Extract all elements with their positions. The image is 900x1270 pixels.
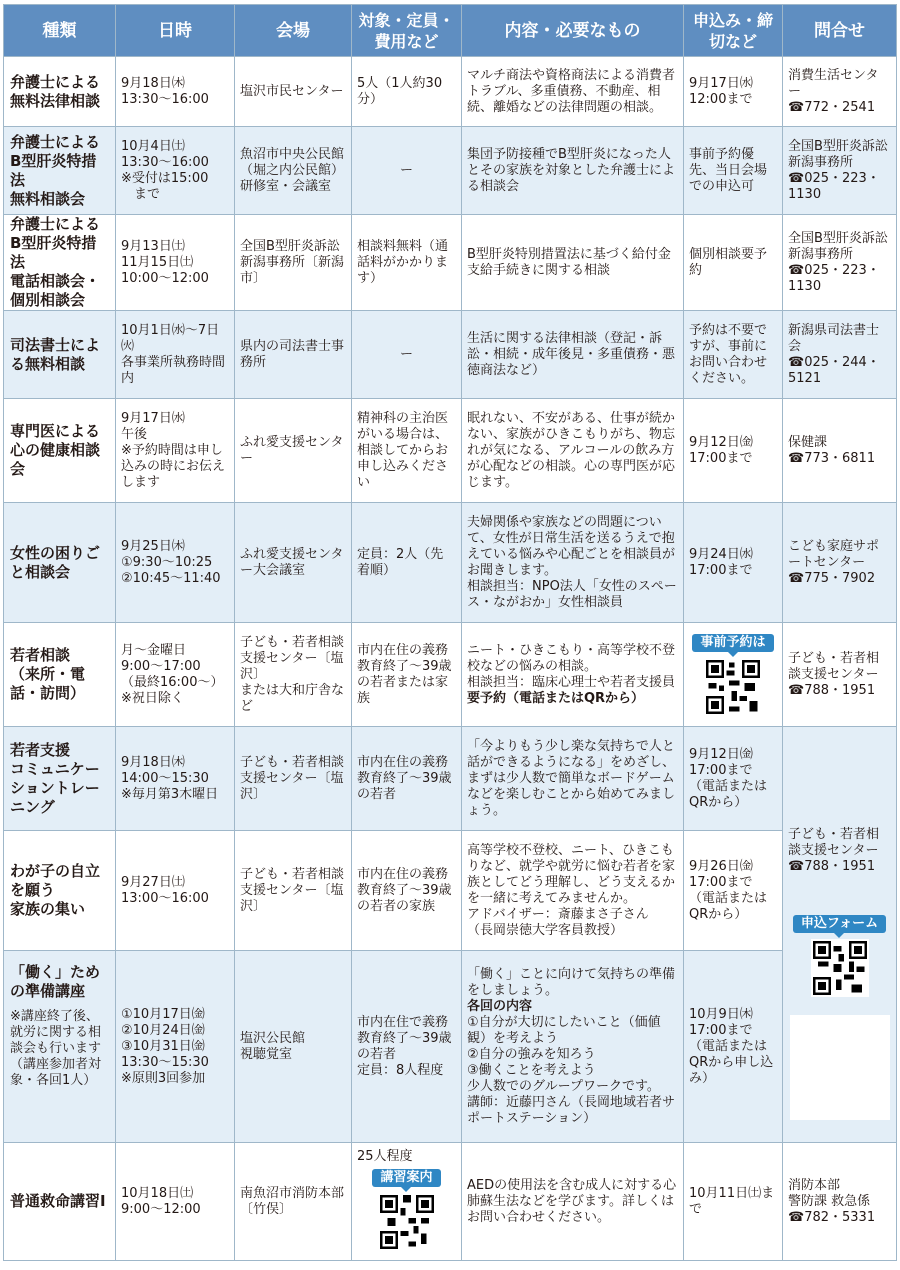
cell-kind: 弁護士による無料法律相談 — [4, 57, 116, 127]
cell-content: 高等学校不登校、ニート、ひきこもりなど、就学や就労に悩む若者を家族としてどう理解し、どう支えるかを一緒に考えてみませんか。 アドバイザー：斎藤まさ子さん （長岡崇徳大学客員教授） — [462, 831, 684, 951]
cell-kind: 専門医による心の健康相談会 — [4, 399, 116, 503]
blank-box — [790, 1015, 890, 1120]
header-apply: 申込み・締切など — [684, 5, 783, 57]
cell-datetime: 9月13日㈯ 11月15日㈯ 10:00〜12:00 — [116, 215, 235, 311]
contact-text: 全国B型肝炎訴訟新潟事務所 ☎ 025・223・1130 — [788, 231, 888, 294]
cell-content — [462, 623, 684, 727]
phone-number: ☎ 773・6811 — [788, 451, 875, 466]
kind-text: 「働く」ための準備講座 — [10, 963, 101, 1000]
cell-kind: 普通救命講習Ⅰ — [4, 1143, 116, 1261]
phone-number: ☎ 025・244・5121 — [788, 355, 880, 386]
table-row — [4, 951, 897, 1143]
header-target: 対象・定員・費用など — [352, 5, 462, 57]
contact-text: 消費生活センター ☎ 772・2541 — [788, 68, 878, 115]
qr-code-icon[interactable] — [811, 939, 869, 997]
cell-venue: ふれ愛支援センター — [235, 399, 352, 503]
phone-number: ☎ 788・1951 — [788, 859, 875, 874]
header-kind: 種類 — [4, 5, 116, 57]
cell-kind: 女性の困りごと相談会 — [4, 503, 116, 623]
cell-contact — [783, 215, 897, 311]
cell-target: 市内在住の義務教育終了〜39歳の若者 — [352, 727, 462, 831]
cell-contact-merged — [783, 727, 897, 1143]
cell-venue: 魚沼市中央公民館（堀之内公民館）研修室・会議室 — [235, 127, 352, 215]
cell-content: 生活に関する法律相談（登記・訴訟・相続・成年後見・多重債務・悪徳商法など） — [462, 311, 684, 399]
cell-target: 精神科の主治医がいる場合は、相談してからお申し込みください — [352, 399, 462, 503]
content-bold: 各回の内容 — [467, 998, 533, 1014]
header-row — [4, 5, 897, 57]
cell-kind: わが子の自立を願う 家族の集い — [4, 831, 116, 951]
cell-apply: 予約は不要ですが、事前にお問い合わせください。 — [684, 311, 783, 399]
header-venue: 会場 — [235, 5, 352, 57]
header-contact: 問合せ — [783, 5, 897, 57]
cell-contact — [783, 503, 897, 623]
cell-target: ー — [352, 127, 462, 215]
target-text: 25人程度 — [357, 1149, 413, 1164]
consultation-table — [3, 4, 897, 1261]
cell-target: 市内在住の義務教育終了〜39歳の若者の家族 — [352, 831, 462, 951]
cell-apply: 9月12日㈮ 17:00まで （電話またはQRから） — [684, 727, 783, 831]
cell-datetime: 9月17日㈬ 午後 ※予約時間は申し込みの時にお伝えします — [116, 399, 235, 503]
cell-content: 眠れない、不安がある、仕事が続かない、家族がひきこもりがち、物忘れが気になる、アルコールの飲み方が心配などの相談。心の専門医が応じます。 — [462, 399, 684, 503]
table-row — [4, 399, 897, 503]
cell-venue: ふれ愛支援センター大会議室 — [235, 503, 352, 623]
cell-apply: 10月11日㈯まで — [684, 1143, 783, 1261]
table-row — [4, 503, 897, 623]
contact-text: 消防本部 警防課 救急係 ☎ 782・5331 — [788, 1178, 875, 1225]
cell-kind: 若者支援 コミュニケーショントレーニング — [4, 727, 116, 831]
cell-content: 夫婦関係や家族などの問題について、女性が日常生活を送るうえで抱えている悩みや心配ごとを相談員がお聞きします。 相談担当：NPO法人「女性のスペース・ながおか」女性相談員 — [462, 503, 684, 623]
reserve-label: 事前予約は — [692, 634, 773, 652]
cell-content: B型肝炎特別措置法に基づく給付金支給手続きに関する相談 — [462, 215, 684, 311]
cell-venue: 塩沢公民館 視聴覚室 — [235, 951, 352, 1143]
cell-target: 市内在住の義務教育終了〜39歳の若者または家族 — [352, 623, 462, 727]
cell-contact — [783, 311, 897, 399]
content-text: ①自分が大切にしたいこと（価値観）を考えよう ②自分の強みを知ろう ③働くことを考えよう 少人数でのグループワークです。 講師：近藤円さん（長岡地域若者サポートステーション） — [467, 1014, 676, 1126]
table-row — [4, 127, 897, 215]
cell-apply: 9月12日㈮ 17:00まで — [684, 399, 783, 503]
cell-apply: 9月26日㈮ 17:00まで （電話またはQRから） — [684, 831, 783, 951]
table-row — [4, 727, 897, 831]
cell-contact — [783, 57, 897, 127]
cell-contact — [783, 623, 897, 727]
form-label: 申込フォーム — [793, 915, 886, 933]
cell-contact — [783, 399, 897, 503]
cell-target: 定員：2人（先着順） — [352, 503, 462, 623]
cell-content: 集団予防接種でB型肝炎になった人とその家族を対象とした弁護士による相談会 — [462, 127, 684, 215]
cell-datetime: 9月18日㈭ 14:00〜15:30 ※毎月第3木曜日 — [116, 727, 235, 831]
cell-datetime: ①10月17日㈮ ②10月24日㈮ ③10月31日㈮ 13:30〜15:30 ※原則3回参加 — [116, 951, 235, 1143]
qr-code-icon[interactable] — [378, 1193, 436, 1251]
cell-venue: 県内の司法書士事務所 — [235, 311, 352, 399]
cell-kind: 弁護士による B型肝炎特措法 無料相談会 — [4, 127, 116, 215]
cell-content: AEDの使用法を含む成人に対する心肺蘇生法などを学びます。詳しくはお問い合わせください。 — [462, 1143, 684, 1261]
cell-kind: 弁護士による B型肝炎特措法 電話相談会・ 個別相談会 — [4, 215, 116, 311]
contact-text: 全国B型肝炎訴訟新潟事務所 ☎ 025・223・1130 — [788, 139, 888, 202]
phone-number: ☎ 782・5331 — [788, 1210, 875, 1225]
cell-venue: 南魚沼市消防本部〔竹俣〕 — [235, 1143, 352, 1261]
content-pre: 「働く」ことに向けて気持ちの準備をしましょう。 — [467, 966, 676, 998]
cell-apply: 9月17日㈬ 12:00まで — [684, 57, 783, 127]
qr-block — [689, 634, 777, 716]
qr-block — [788, 915, 891, 997]
content-bold: 要予約（電話またはQRから） — [467, 690, 645, 706]
cell-datetime: 10月4日㈯ 13:30〜16:00 ※受付は15:00 まで — [116, 127, 235, 215]
cell-target: ー — [352, 311, 462, 399]
table-row — [4, 215, 897, 311]
cell-kind: 若者相談 （来所・電話・訪問） — [4, 623, 116, 727]
table-row — [4, 311, 897, 399]
cell-venue: 子ども・若者相談支援センター〔塩沢〕 または大和庁舎など — [235, 623, 352, 727]
cell-datetime: 9月25日㈭ ①9:30〜10:25 ②10:45〜11:40 — [116, 503, 235, 623]
phone-number: ☎ 788・1951 — [788, 683, 875, 698]
cell-target: 市内在住で義務教育終了〜39歳の若者 定員：8人程度 — [352, 951, 462, 1143]
phone-number: ☎ 025・223・1130 — [788, 263, 880, 294]
cell-datetime: 9月27日㈯ 13:00〜16:00 — [116, 831, 235, 951]
qr-code-icon[interactable] — [704, 658, 762, 716]
cell-target: 相談料無料（通話料がかかります） — [352, 215, 462, 311]
cell-apply: 事前予約優先、当日会場での申込可 — [684, 127, 783, 215]
cell-datetime: 10月18日㈯ 9:00〜12:00 — [116, 1143, 235, 1261]
cell-content: 「今よりもう少し楽な気持ちで人と話ができるようになる」をめざし、まずは少人数で簡単なボードゲームなどを楽しむことから始めてみましょう。 — [462, 727, 684, 831]
cell-content: マルチ商法や資格商法による消費者トラブル、多重債務、不動産、相続、離婚などの法律問題の相談。 — [462, 57, 684, 127]
table-row — [4, 831, 897, 951]
table-row — [4, 57, 897, 127]
kind-note: ※講座終了後、就労に関する相談会も行います（講座参加者対象・各回1人） — [10, 1009, 102, 1088]
cell-target — [352, 1143, 462, 1261]
phone-number: ☎ 772・2541 — [788, 100, 875, 115]
cell-contact — [783, 127, 897, 215]
cell-venue: 子ども・若者相談支援センター〔塩沢〕 — [235, 831, 352, 951]
cell-kind: 司法書士による無料相談 — [4, 311, 116, 399]
contact-text: 子ども・若者相談支援センター ☎ 788・1951 — [788, 651, 879, 698]
cell-target: 5人（1人約30分） — [352, 57, 462, 127]
qr-block — [357, 1169, 456, 1251]
cell-venue: 塩沢市民センター — [235, 57, 352, 127]
header-content: 内容・必要なもの — [462, 5, 684, 57]
contact-text: こども家庭サポートセンター ☎ 775・7902 — [788, 539, 879, 586]
cell-kind — [4, 951, 116, 1143]
cell-datetime: 月〜金曜日 9:00〜17:00 （最終16:00〜） ※祝日除く — [116, 623, 235, 727]
cell-venue: 全国B型肝炎訴訟新潟事務所〔新潟市〕 — [235, 215, 352, 311]
contact-text: 保健課 ☎ 773・6811 — [788, 435, 875, 466]
cell-apply — [684, 623, 783, 727]
cell-apply: 10月9日㈭ 17:00まで （電話またはQRから申し込み） — [684, 951, 783, 1143]
cell-datetime: 10月1日㈬〜7日㈫ 各事業所執務時間内 — [116, 311, 235, 399]
cell-apply: 個別相談要予約 — [684, 215, 783, 311]
table-row — [4, 623, 897, 727]
cell-content — [462, 951, 684, 1143]
table-row — [4, 1143, 897, 1261]
header-datetime: 日時 — [116, 5, 235, 57]
phone-number: ☎ 025・223・1130 — [788, 171, 880, 202]
cell-datetime: 9月18日㈭ 13:30〜16:00 — [116, 57, 235, 127]
phone-number: ☎ 775・7902 — [788, 571, 875, 586]
cell-contact — [783, 1143, 897, 1261]
cell-venue: 子ども・若者相談支援センター〔塩沢〕 — [235, 727, 352, 831]
content-text: ニート・ひきこもり・高等学校不登校などの悩みの相談。 相談担当：臨床心理士や若者支援員 — [467, 642, 676, 690]
contact-text: 新潟県司法書士会 ☎ 025・244・5121 — [788, 323, 880, 386]
contact-text: 子ども・若者相談支援センター ☎ 788・1951 — [788, 827, 879, 874]
cell-apply: 9月24日㈬ 17:00まで — [684, 503, 783, 623]
course-guide-label: 講習案内 — [372, 1169, 440, 1187]
